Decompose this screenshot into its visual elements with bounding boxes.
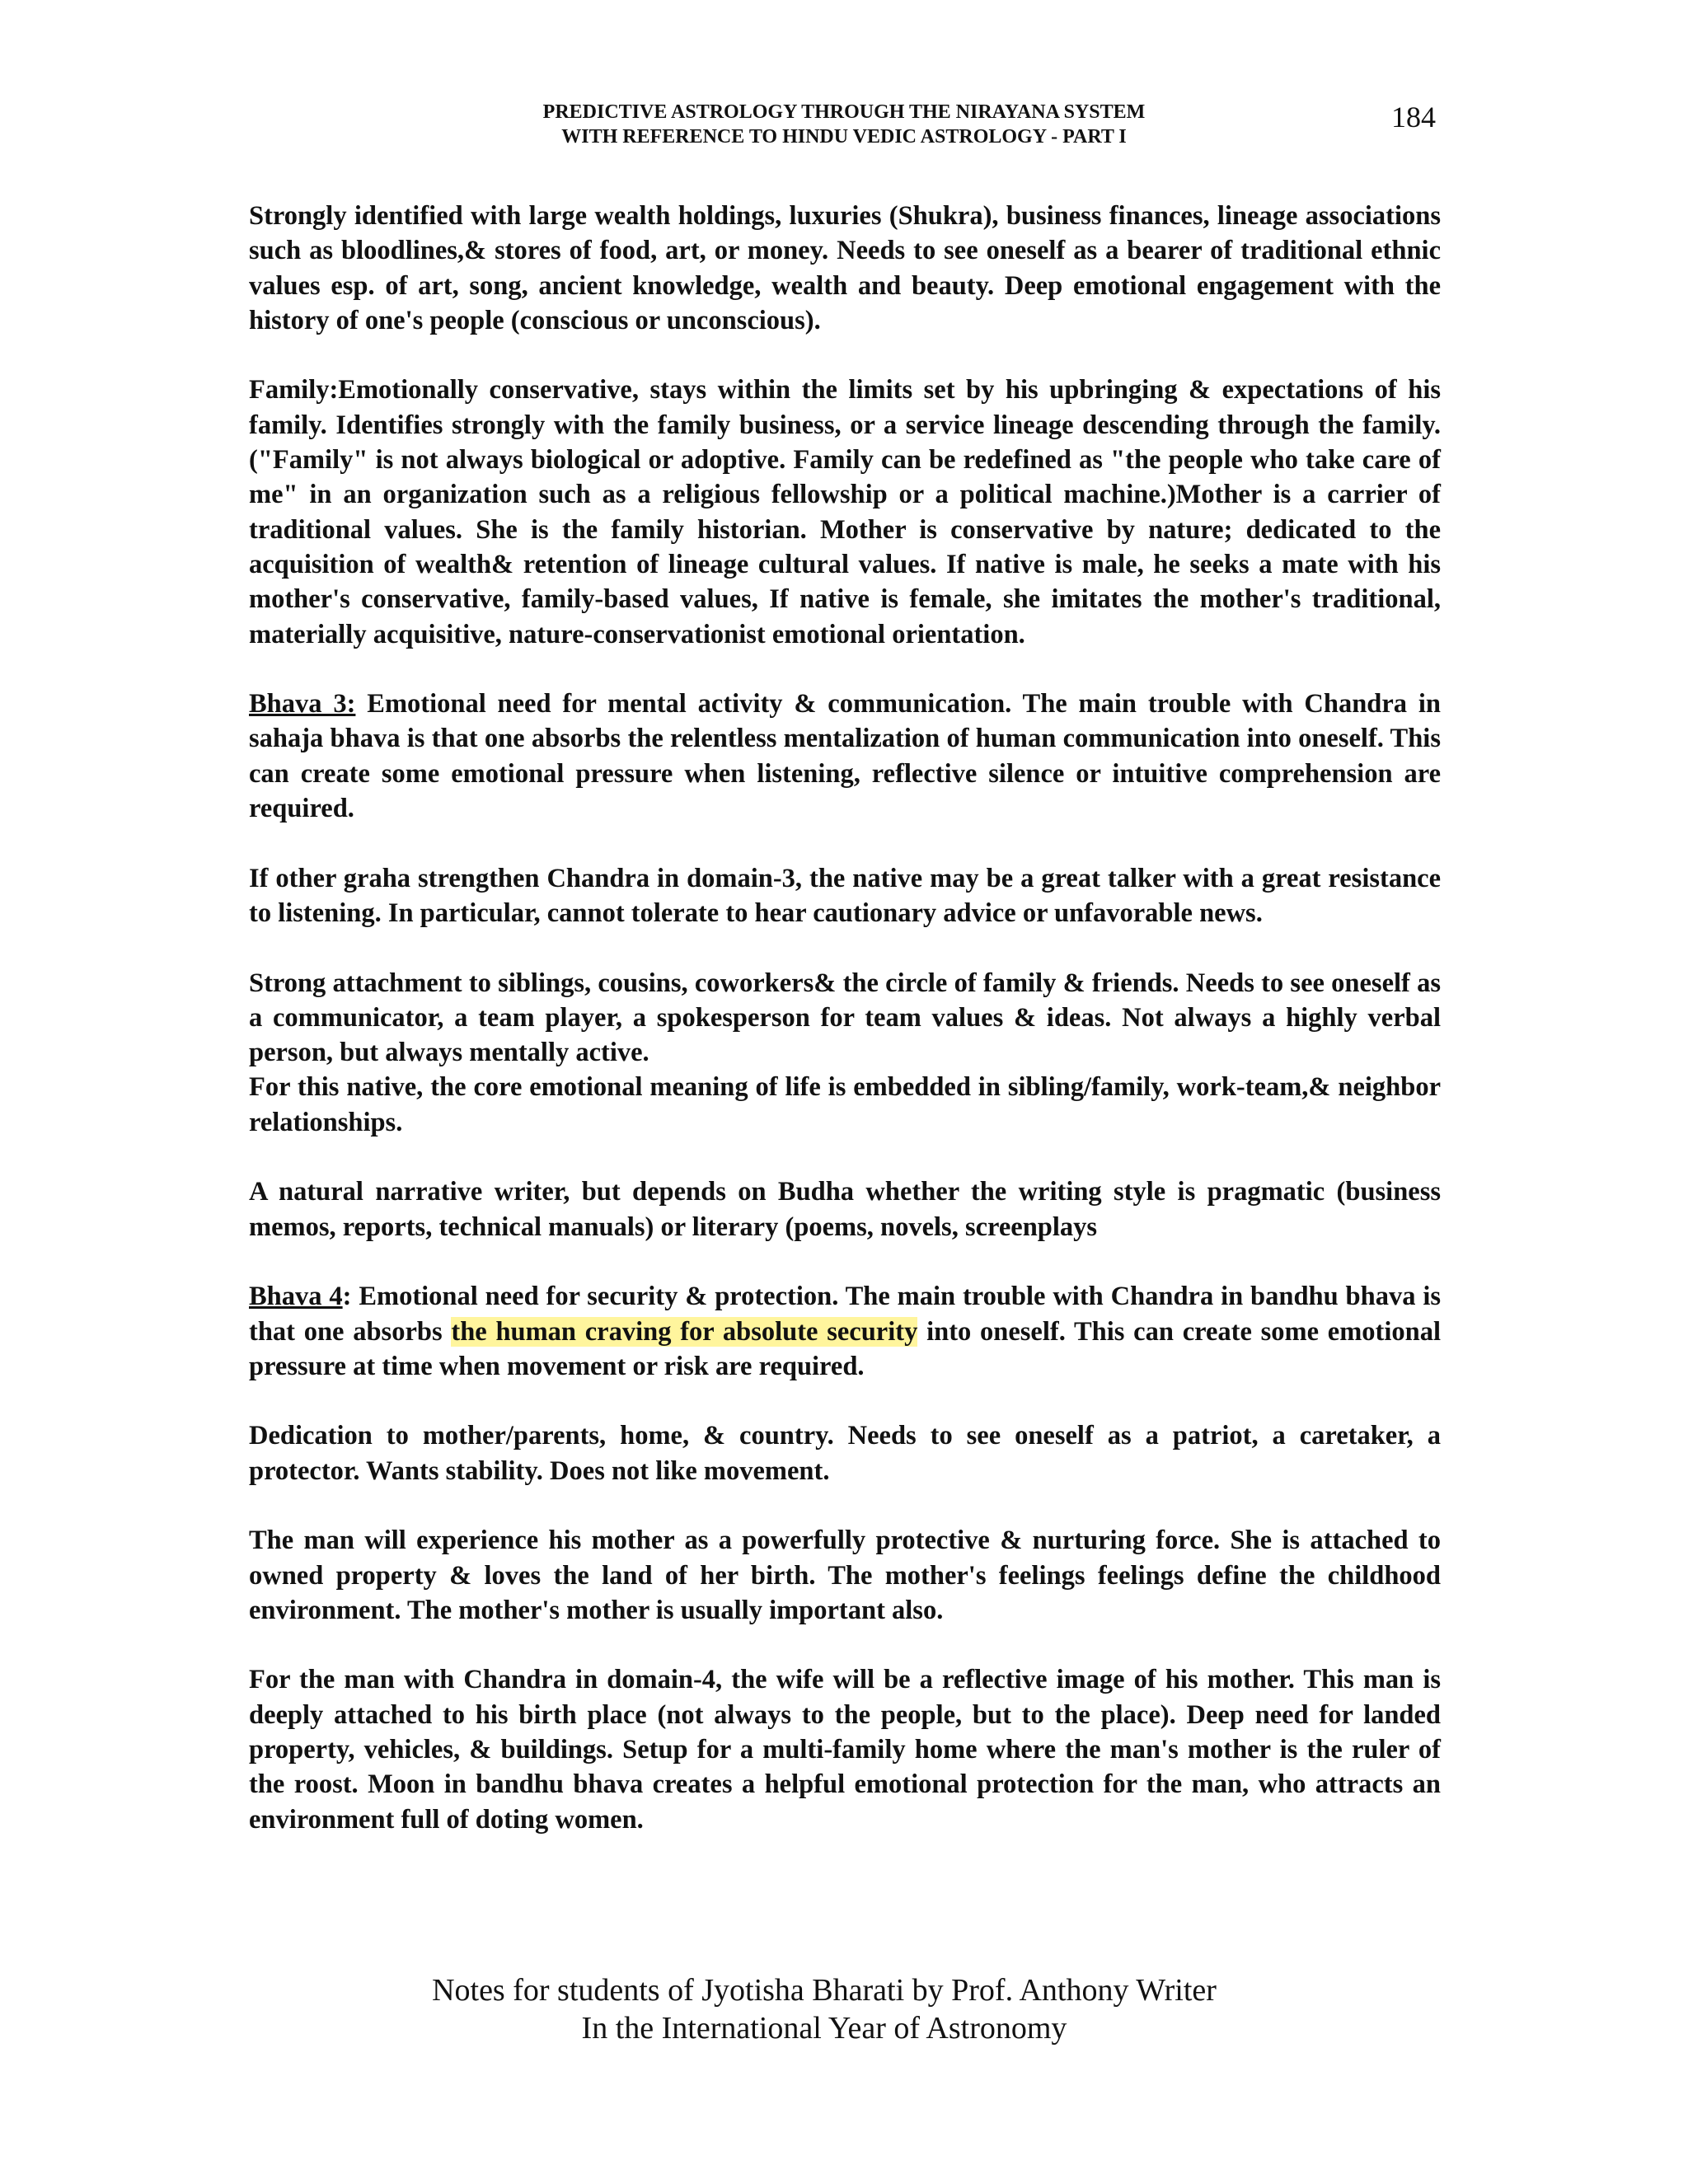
paragraph-core-meaning: For this native, the core emotional meaning of life is embedded in sibling/family, work-team,& neighbor relationships. <box>249 1072 1441 1137</box>
paragraph-narrative-writer: A natural narrative writer, but depends on Budha whether the writing style is pragmatic (business memos, reports, technical manuals) or literary (poems, novels, screenplays <box>249 1177 1441 1242</box>
paragraph-domain-3: If other graha strengthen Chandra in domain-3, the native may be a great talker with a great resistance to listening. In particular, cannot tolerate to hear cautionary advice or unfavorable news. <box>249 863 1441 928</box>
paragraph-bhava-3 <box>249 687 1441 826</box>
page-number: 184 <box>1391 101 1436 134</box>
bhava-3-heading: Bhava 3: <box>249 689 356 719</box>
bhava-3-text: Emotional need for mental activity & communication. The main trouble with Chandra in sahaja bhava is that one absorbs the relentless mentalization of human communication into oneself. This can create some emotional pressure when listening, reflective silence or intuitive comprehension are required. <box>249 689 1441 824</box>
document-body <box>249 199 1441 1837</box>
paragraph-siblings: Strong attachment to siblings, cousins, coworkers& the circle of family & friends. Needs to see oneself as a communicator, a team player, a spokesperson for team values & ideas. Not always a highly verbal person, but always mentally active. <box>249 968 1441 1068</box>
page-footer <box>0 1971 1648 2047</box>
paragraph-bhava-4 <box>249 1279 1441 1384</box>
footer-line-2: In the International Year of Astronomy <box>581 2011 1067 2046</box>
paragraph-mother-force: The man will experience his mother as a powerfully protective & nurturing force. She is attached to owned property & loves the land of her birth. The mother's feelings feelings define the childhood environment. The mother's mother is usually important also. <box>249 1526 1441 1625</box>
header-title-line-2: WITH REFERENCE TO HINDU VEDIC ASTROLOGY - PART I <box>561 126 1127 148</box>
bhava-4-heading: Bhava 4 <box>249 1282 343 1312</box>
paragraph-domain-4: For the man with Chandra in domain-4, the wife will be a reflective image of his mother. This man is deeply attached to his birth place (not always to the people, but to the place). Deep need for landed property, vehicles, & buildings. Setup for a multi-family home where the man's mother is the ruler of the roost. Moon in bandhu bhava creates a helpful emotional protection for the man, who attracts an environment full of doting women. <box>249 1665 1441 1835</box>
bhava-4-text-end: into oneself. This can create some emotional pressure at time when movement or risk are required. <box>249 1316 1441 1381</box>
bhava-4-text-start: : Emotional need for security & protection. The main trouble with Chandra in bandhu bhava is that one absorbs <box>249 1282 1441 1347</box>
paragraph-wealth: Strongly identified with large wealth holdings, luxuries (Shukra), business finances, lineage associations such as bloodlines,& stores of food, art, or money. Needs to see oneself as a bearer of traditional ethnic values esp. of art, song, ancient knowledge, wealth and beauty. Deep emotional engagement with the history of one's people (conscious or unconscious). <box>249 201 1441 335</box>
header-title-line-1: PREDICTIVE ASTROLOGY THROUGH THE NIRAYANA SYSTEM <box>542 101 1146 123</box>
footer-line-1: Notes for students of Jyotisha Bharati by Prof. Anthony Writer <box>432 1973 1217 2008</box>
paragraph-family: Family:Emotionally conservative, stays within the limits set by his upbringing & expectations of his family. Identifies strongly with the family business, or a service lineage descending through the family. ("Family" is not always biological or adoptive. Family can be redefined as "the people who take care of me" in an organization such as a religious fellowship or a political machine.)Mother is a carrier of traditional values. She is the family historian. Mother is conservative by nature; dedicated to the acquisition of wealth& retention of lineage cultural values. If native is male, he seeks a mate with his mother's conservative, family-based values, If native is female, she imitates the mother's traditional, materially acquisitive, nature-conservationist emotional orientation. <box>249 375 1441 649</box>
highlighted-phrase: the human craving for absolute security <box>451 1316 918 1347</box>
paragraph-dedication: Dedication to mother/parents, home, & country. Needs to see oneself as a patriot, a caretaker, a protector. Wants stability. Does not like movement. <box>249 1421 1441 1486</box>
